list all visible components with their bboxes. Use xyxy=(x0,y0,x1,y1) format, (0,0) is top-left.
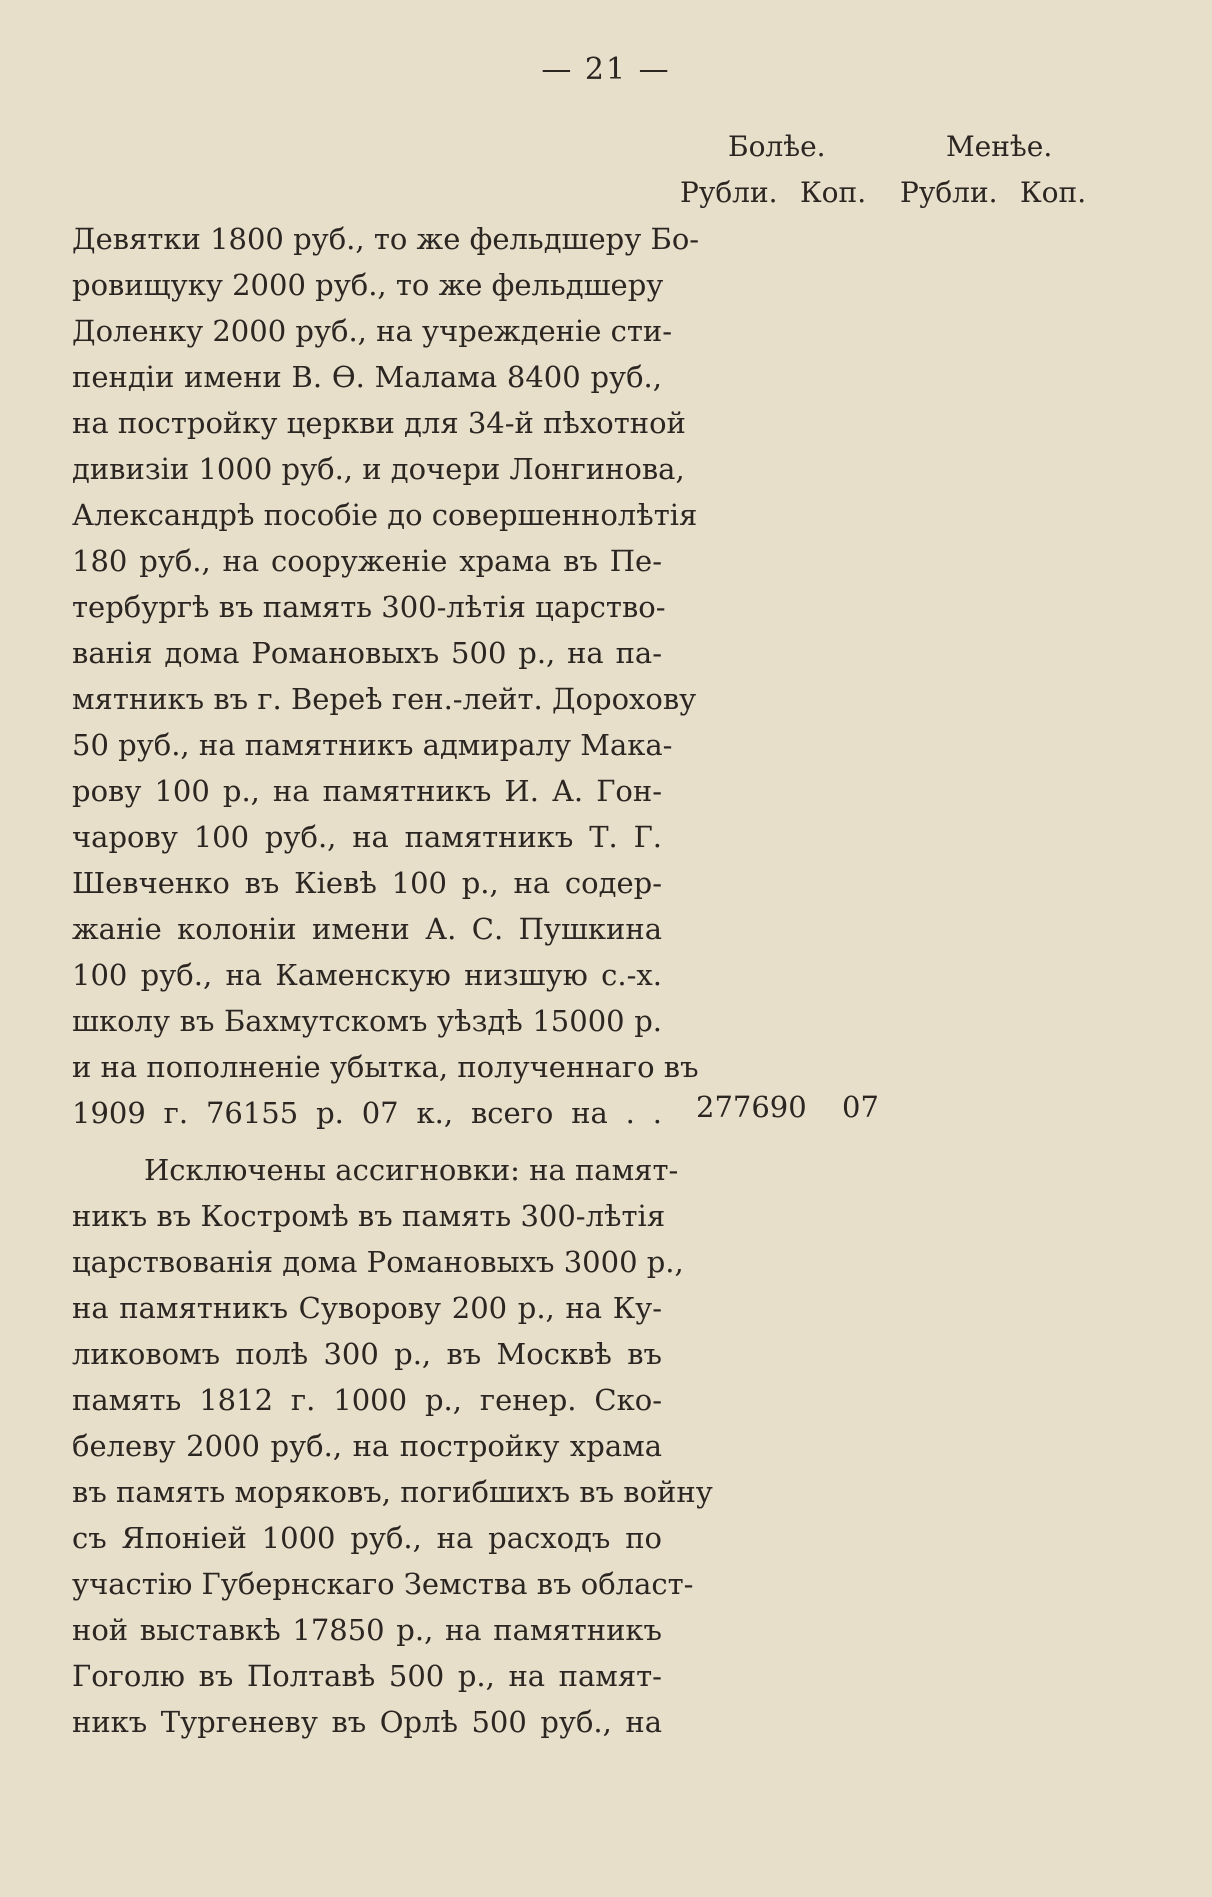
text-line: рову 100 р., на памятникъ И. А. Гон- xyxy=(72,774,662,808)
text-line: 100 руб., на Каменскую низшую с.-х. xyxy=(72,958,662,992)
text-line: мятникъ въ г. Вереѣ ген.-лейт. Дорохову xyxy=(72,682,697,716)
text-line: дивизіи 1000 руб., и дочери Лонгинова, xyxy=(72,452,685,486)
text-line: въ память моряковъ, погибшихъ въ войну xyxy=(72,1475,713,1509)
total-rubles: 277690 xyxy=(696,1090,807,1124)
text-line: пендіи имени В. Ѳ. Малама 8400 руб., xyxy=(72,360,662,394)
text-line: Исключены ассигновки: на памят- xyxy=(144,1153,679,1187)
text-line: белеву 2000 руб., на постройку храма xyxy=(72,1429,662,1463)
column-header-less: Менѣе. xyxy=(946,130,1053,163)
text-line: школу въ Бахмутскомъ уѣздѣ 15000 р. xyxy=(72,1004,662,1038)
text-line: чарову 100 руб., на памятникъ Т. Г. xyxy=(72,820,662,854)
text-line: тербургѣ въ память 300-лѣтія царство- xyxy=(72,590,666,624)
text-line: участію Губернскаго Земства въ област- xyxy=(72,1567,694,1601)
text-line: жаніе колоніи имени А. С. Пушкина xyxy=(72,912,662,946)
column-header-rubles-less: Рубли. xyxy=(900,176,998,209)
text-line: и на пополненіе убытка, полученнаго въ xyxy=(72,1050,699,1084)
text-line: на памятникъ Суворову 200 р., на Ку- xyxy=(72,1291,662,1325)
text-line: никъ Тургеневу въ Орлѣ 500 руб., на xyxy=(72,1705,662,1739)
text-line: Александрѣ пособіе до совершеннолѣтія xyxy=(72,498,698,532)
text-line: никъ въ Костромѣ въ память 300-лѣтія xyxy=(72,1199,666,1233)
text-line: Шевченко въ Кіевѣ 100 р., на содер- xyxy=(72,866,662,900)
text-line: ровищуку 2000 руб., то же фельдшеру xyxy=(72,268,664,302)
text-line: 50 руб., на памятникъ адмиралу Мака- xyxy=(72,728,673,762)
paragraph-expenses xyxy=(72,216,700,1136)
text-line: Гоголю въ Полтавѣ 500 р., на памят- xyxy=(72,1659,662,1693)
text-line: Девятки 1800 руб., то же фельдшеру Бо- xyxy=(72,222,700,256)
text-line: царствованія дома Романовыхъ 3000 р., xyxy=(72,1245,684,1279)
column-header-rubles-more: Рубли. xyxy=(680,176,778,209)
text-line: 1909 г. 76155 р. 07 к., всего на . . xyxy=(72,1096,662,1130)
column-header-kopecks-less: Коп. xyxy=(1020,176,1087,209)
text-line: Доленку 2000 руб., на учрежденіе сти- xyxy=(72,314,673,348)
text-line: съ Японіей 1000 руб., на расходъ по xyxy=(72,1521,662,1555)
text-line: память 1812 г. 1000 р., генер. Ско- xyxy=(72,1383,662,1417)
text-line: 180 руб., на сооруженіе храма въ Пе- xyxy=(72,544,662,578)
text-line: ной выставкѣ 17850 р., на памятникъ xyxy=(72,1613,662,1647)
paragraph-excluded xyxy=(72,1147,713,1745)
column-header-more: Болѣе. xyxy=(728,130,826,163)
text-line: ликовомъ полѣ 300 р., въ Москвѣ въ xyxy=(72,1337,662,1371)
column-header-kopecks-more: Коп. xyxy=(800,176,867,209)
total-kopecks: 07 xyxy=(842,1090,879,1124)
text-line: на постройку церкви для 34-й пѣхотной xyxy=(72,406,686,440)
page-number: — 21 — xyxy=(541,52,671,87)
text-line: ванія дома Романовыхъ 500 р., на па- xyxy=(72,636,662,670)
